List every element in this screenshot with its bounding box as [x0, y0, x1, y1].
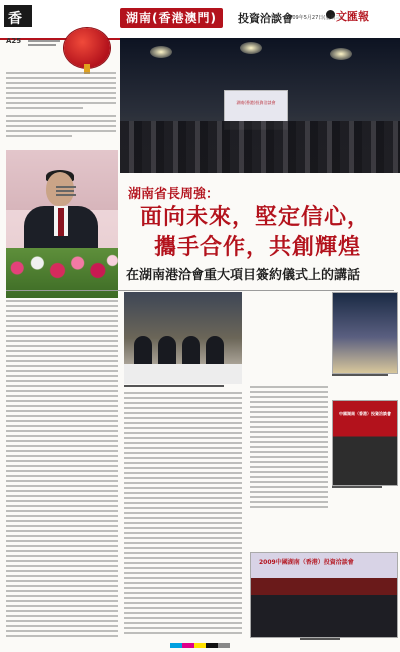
person	[134, 336, 152, 366]
editor-credits	[28, 38, 60, 46]
red-lantern-icon	[64, 28, 110, 68]
conference-hall-photo	[120, 38, 400, 173]
chandelier-icon	[240, 42, 262, 54]
section-mark-text: 香	[8, 11, 22, 27]
paper-logo: 文匯報	[336, 10, 369, 23]
banner-subtitle: 投資洽談會	[238, 12, 293, 25]
stage-photo-1	[332, 292, 398, 374]
speaker-photo	[6, 150, 118, 298]
chandelier-icon	[150, 46, 172, 58]
issue-date: 2009年5月27日(星期三)	[286, 15, 343, 21]
person	[158, 336, 176, 366]
photo-caption	[124, 385, 224, 387]
person	[206, 336, 224, 366]
body-column-1	[6, 300, 118, 640]
table	[124, 364, 242, 384]
signing-table-photo	[124, 292, 242, 384]
side-caption-1	[332, 374, 388, 376]
person	[182, 336, 200, 366]
masthead	[0, 0, 400, 40]
print-color-bar	[170, 643, 230, 648]
kicker-headline: 湖南省長周強：	[128, 187, 220, 202]
stage-photo-3	[250, 552, 398, 638]
speaker-caption	[56, 186, 76, 196]
side-caption-2	[332, 486, 382, 488]
divider	[6, 290, 394, 291]
side-caption-3	[300, 638, 340, 640]
speaker-tie	[58, 208, 64, 236]
banner-title: 湖南(香港澳門)	[120, 8, 223, 28]
headline-line-2: 攜手合作，共創輝煌	[154, 235, 362, 260]
stage-banner-text: 中國湖南（香港）投資洽談會	[339, 411, 391, 416]
chandelier-icon	[330, 48, 352, 60]
stage-banner-text-2: 2009中國湖南（香港）投資洽談會	[259, 559, 354, 566]
body-column-2	[124, 392, 242, 640]
audience	[120, 121, 400, 173]
stage-photo-2	[332, 400, 398, 486]
page-number: A25	[6, 37, 22, 45]
section-mark	[4, 5, 32, 27]
headline-line-1: 面向未來，堅定信心，	[140, 205, 371, 230]
screen-text: 湖南(香港)投資洽談會	[236, 100, 276, 105]
headline-line-3: 在湖南港洽會重大項目簽約儀式上的講話	[126, 268, 361, 283]
